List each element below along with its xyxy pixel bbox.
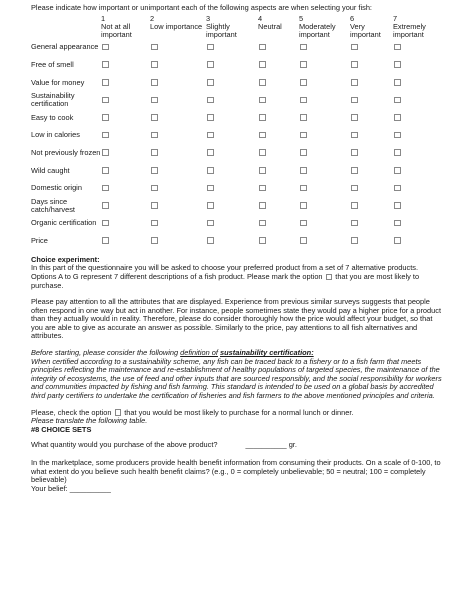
rating-checkbox[interactable] xyxy=(351,97,358,104)
rating-checkbox[interactable] xyxy=(207,132,214,139)
rating-checkbox[interactable] xyxy=(259,61,266,68)
rating-cell xyxy=(206,162,258,180)
attention-paragraph: Please pay attention to all the attributes that are displayed. Experience from previous similar surveys suggests that people often respond in one way but act in another. For instance, people sometimes state they would pay a higher price for a product than they actually would in reality. Therefore, please do consider thoroughly how the price would affect your budget, so that you are able to give as accurate an answer as possible. Similarly to the price, pay attentions to all fish alternatives and attributes. xyxy=(31,297,442,341)
rating-checkbox[interactable] xyxy=(102,61,109,68)
rating-checkbox[interactable] xyxy=(394,237,401,244)
rating-checkbox[interactable] xyxy=(207,97,214,104)
rating-checkbox[interactable] xyxy=(351,79,358,86)
scale-label: Not at all important xyxy=(101,21,132,39)
rating-checkbox[interactable] xyxy=(259,202,266,209)
rating-checkbox[interactable] xyxy=(300,202,307,209)
rating-cell xyxy=(150,56,206,74)
rating-cell xyxy=(393,232,441,250)
rating-checkbox[interactable] xyxy=(207,237,214,244)
rating-checkbox[interactable] xyxy=(151,237,158,244)
rating-checkbox[interactable] xyxy=(259,44,266,51)
rating-checkbox[interactable] xyxy=(151,97,158,104)
attribute-row xyxy=(31,74,441,92)
rating-cell xyxy=(393,109,441,127)
rating-cell xyxy=(299,197,350,215)
rating-cell xyxy=(150,179,206,197)
rating-checkbox[interactable] xyxy=(102,237,109,244)
rating-checkbox[interactable] xyxy=(394,149,401,156)
rating-checkbox[interactable] xyxy=(259,149,266,156)
quantity-blank[interactable]: __________ gr. xyxy=(245,440,297,450)
rating-cell xyxy=(258,215,299,233)
rating-cell xyxy=(258,197,299,215)
rating-checkbox[interactable] xyxy=(300,114,307,121)
rating-checkbox[interactable] xyxy=(300,185,307,192)
rating-cell xyxy=(258,127,299,145)
scale-7 xyxy=(393,15,441,39)
rating-cell xyxy=(299,144,350,162)
rating-checkbox[interactable] xyxy=(300,61,307,68)
rating-cell xyxy=(299,127,350,145)
attribute-label: Easy to cook xyxy=(31,112,74,122)
rating-cell xyxy=(258,232,299,250)
rating-checkbox[interactable] xyxy=(351,61,358,68)
attribute-label: General appearance xyxy=(31,42,99,52)
attribute-label: Value for money xyxy=(31,77,85,87)
rating-cell xyxy=(150,127,206,145)
rating-checkbox[interactable] xyxy=(300,44,307,51)
rating-checkbox[interactable] xyxy=(151,132,158,139)
rating-cell xyxy=(393,144,441,162)
rating-cell xyxy=(101,74,150,92)
translate-note: Please translate the following table. xyxy=(31,416,148,426)
rating-cell xyxy=(393,39,441,57)
choice-instructions-a: In this part of the questionnaire you will be asked to choose your preferred product from a set of 7 alternative products. Options A to G represent 7 different descriptions of a fish product. Please mark the option xyxy=(31,263,418,281)
attribute-label: Not previously frozen xyxy=(31,147,101,157)
rating-cell xyxy=(101,232,150,250)
attribute-row xyxy=(31,127,441,145)
rating-checkbox[interactable] xyxy=(394,114,401,121)
rating-checkbox[interactable] xyxy=(151,185,158,192)
rating-checkbox[interactable] xyxy=(259,132,266,139)
rating-checkbox[interactable] xyxy=(300,220,307,227)
rating-cell xyxy=(150,197,206,215)
check-instruction-b: that you would be most likely to purchase for a normal lunch or dinner. xyxy=(124,407,354,417)
rating-checkbox[interactable] xyxy=(151,44,158,51)
rating-checkbox[interactable] xyxy=(151,79,158,86)
rating-checkbox[interactable] xyxy=(351,167,358,174)
attribute-row xyxy=(31,162,441,180)
option-checkbox-icon xyxy=(326,274,333,281)
rating-checkbox[interactable] xyxy=(259,97,266,104)
rating-checkbox[interactable] xyxy=(207,167,214,174)
rating-checkbox[interactable] xyxy=(351,44,358,51)
rating-checkbox[interactable] xyxy=(207,149,214,156)
rating-cell xyxy=(150,232,206,250)
rating-checkbox[interactable] xyxy=(207,185,214,192)
attribute-row xyxy=(31,215,441,233)
rating-checkbox[interactable] xyxy=(102,185,109,192)
rating-cell xyxy=(299,56,350,74)
rating-cell xyxy=(258,162,299,180)
rating-cell xyxy=(299,74,350,92)
choice-heading: Choice experiment: xyxy=(31,254,100,264)
rating-checkbox[interactable] xyxy=(351,202,358,209)
definition-link: definition of xyxy=(180,348,218,358)
rating-checkbox[interactable] xyxy=(151,114,158,121)
choice-instructions-b: that you are most likely to purchase. xyxy=(31,271,420,290)
rating-checkbox[interactable] xyxy=(102,149,109,156)
rating-cell xyxy=(206,232,258,250)
scale-label: Moderately important xyxy=(299,21,336,39)
rating-cell xyxy=(206,197,258,215)
rating-cell xyxy=(393,127,441,145)
rating-cell xyxy=(350,109,393,127)
rating-checkbox[interactable] xyxy=(207,61,214,68)
rating-checkbox[interactable] xyxy=(351,114,358,121)
rating-cell xyxy=(393,162,441,180)
choice-instructions xyxy=(31,264,443,290)
option-checkbox-icon xyxy=(115,409,122,416)
attribute-row xyxy=(31,179,441,197)
rating-cell xyxy=(299,162,350,180)
rating-checkbox[interactable] xyxy=(259,237,266,244)
rating-checkbox[interactable] xyxy=(300,79,307,86)
scale-num: 5 xyxy=(299,13,304,23)
rating-checkbox[interactable] xyxy=(351,149,358,156)
rating-checkbox[interactable] xyxy=(394,97,401,104)
scale-label: Neutral xyxy=(258,21,282,31)
rating-cell xyxy=(101,179,150,197)
rating-checkbox[interactable] xyxy=(207,202,214,209)
health-question: In the marketplace, some producers provide health benefit information from consuming their products. On a scale of 0-100, to what extent do you believe such health benefit claims? (e.g., 0 = completely unbelievable; 50 = neutral; 100 = completely believable) xyxy=(31,458,441,485)
rating-cell xyxy=(350,215,393,233)
rating-cell xyxy=(206,56,258,74)
rating-cell xyxy=(299,179,350,197)
corner-cell xyxy=(31,15,101,39)
scale-4 xyxy=(258,15,299,39)
attribute-label: Price xyxy=(31,235,48,245)
rating-checkbox[interactable] xyxy=(151,149,158,156)
scale-num: 6 xyxy=(350,13,355,23)
rating-checkbox[interactable] xyxy=(394,132,401,139)
rating-cell xyxy=(150,74,206,92)
rating-cell xyxy=(206,91,258,109)
attribute-label: Wild caught xyxy=(31,165,70,175)
rating-cell xyxy=(393,74,441,92)
attribute-label: Sustainability certification xyxy=(31,91,75,109)
definition-term: sustainability certification: xyxy=(220,348,314,358)
scale-6 xyxy=(350,15,393,39)
rating-checkbox[interactable] xyxy=(259,79,266,86)
rating-checkbox[interactable] xyxy=(300,237,307,244)
scale-num: 4 xyxy=(258,13,263,23)
rating-cell xyxy=(393,56,441,74)
rating-checkbox[interactable] xyxy=(394,44,401,51)
rating-cell xyxy=(393,91,441,109)
rating-checkbox[interactable] xyxy=(102,220,109,227)
rating-cell xyxy=(393,197,441,215)
questionnaire-page xyxy=(31,4,443,493)
rating-cell xyxy=(393,179,441,197)
rating-checkbox[interactable] xyxy=(394,167,401,174)
attribute-label: Days since catch/harvest xyxy=(31,196,75,214)
rating-cell xyxy=(299,91,350,109)
rating-checkbox[interactable] xyxy=(102,202,109,209)
scale-1 xyxy=(101,15,150,39)
rating-checkbox[interactable] xyxy=(207,114,214,121)
scale-header-row xyxy=(31,15,441,39)
rating-cell xyxy=(101,197,150,215)
scale-2 xyxy=(150,15,206,39)
rating-cell xyxy=(258,74,299,92)
rating-cell xyxy=(206,74,258,92)
scale-5 xyxy=(299,15,350,39)
attribute-row xyxy=(31,232,441,250)
rating-cell xyxy=(393,215,441,233)
rating-checkbox[interactable] xyxy=(207,44,214,51)
scale-label: Extremely important xyxy=(393,21,426,39)
attribute-row xyxy=(31,56,441,74)
rating-cell xyxy=(101,56,150,74)
rating-checkbox[interactable] xyxy=(300,149,307,156)
scale-num: 3 xyxy=(206,13,211,23)
rating-checkbox[interactable] xyxy=(394,202,401,209)
attribute-row xyxy=(31,144,441,162)
rating-cell xyxy=(299,215,350,233)
importance-grid xyxy=(31,15,441,250)
rating-checkbox[interactable] xyxy=(394,61,401,68)
intro-question: Please indicate how important or unimportant each of the following aspects are when selecting your fish: xyxy=(31,3,372,12)
rating-cell xyxy=(350,197,393,215)
rating-cell xyxy=(350,144,393,162)
rating-cell xyxy=(206,109,258,127)
rating-checkbox[interactable] xyxy=(102,44,109,51)
rating-cell xyxy=(299,109,350,127)
rating-checkbox[interactable] xyxy=(102,114,109,121)
rating-checkbox[interactable] xyxy=(300,167,307,174)
rating-cell xyxy=(350,39,393,57)
belief-field[interactable]: Your belief: __________ xyxy=(31,483,111,493)
rating-checkbox[interactable] xyxy=(351,237,358,244)
rating-cell xyxy=(101,91,150,109)
rating-cell xyxy=(258,144,299,162)
attribute-label: Free of smell xyxy=(31,59,74,69)
attribute-label: Domestic origin xyxy=(31,183,82,193)
rating-cell xyxy=(101,127,150,145)
definition-lead-text: Before starting, please consider the following xyxy=(31,348,179,358)
rating-checkbox[interactable] xyxy=(151,61,158,68)
rating-cell xyxy=(206,179,258,197)
choice-sets-title: #8 CHOICE SETS xyxy=(31,424,92,434)
rating-cell xyxy=(350,127,393,145)
rating-checkbox[interactable] xyxy=(102,132,109,139)
attribute-label: Organic certification xyxy=(31,218,97,228)
check-instruction-a: Please, check the option xyxy=(31,407,112,417)
rating-checkbox[interactable] xyxy=(102,97,109,104)
rating-checkbox[interactable] xyxy=(351,132,358,139)
rating-cell xyxy=(206,215,258,233)
quantity-question-text: What quantity would you purchase of the above product? xyxy=(31,440,218,450)
scale-label: Slightly important xyxy=(206,21,237,39)
rating-cell xyxy=(299,39,350,57)
rating-cell xyxy=(350,232,393,250)
rating-checkbox[interactable] xyxy=(300,97,307,104)
rating-cell xyxy=(350,179,393,197)
rating-cell xyxy=(150,215,206,233)
attribute-row xyxy=(31,91,441,109)
rating-checkbox[interactable] xyxy=(394,185,401,192)
rating-cell xyxy=(150,144,206,162)
rating-cell xyxy=(206,39,258,57)
rating-checkbox[interactable] xyxy=(151,220,158,227)
rating-cell xyxy=(258,109,299,127)
rating-checkbox[interactable] xyxy=(351,185,358,192)
rating-cell xyxy=(150,109,206,127)
rating-checkbox[interactable] xyxy=(151,202,158,209)
attribute-row xyxy=(31,109,441,127)
rating-cell xyxy=(299,232,350,250)
rating-cell xyxy=(258,39,299,57)
rating-cell xyxy=(350,91,393,109)
rating-cell xyxy=(150,91,206,109)
attribute-row xyxy=(31,39,441,57)
rating-cell xyxy=(150,39,206,57)
rating-checkbox[interactable] xyxy=(102,79,109,86)
rating-checkbox[interactable] xyxy=(351,220,358,227)
rating-checkbox[interactable] xyxy=(394,220,401,227)
scale-label: Very important xyxy=(350,21,381,39)
rating-cell xyxy=(150,162,206,180)
quantity-question xyxy=(31,441,443,450)
rating-cell xyxy=(350,56,393,74)
rating-checkbox[interactable] xyxy=(259,114,266,121)
attribute-label: Low in calories xyxy=(31,130,80,140)
scale-num: 1 xyxy=(101,13,106,23)
scale-num: 7 xyxy=(393,13,398,23)
definition-body: When certified according to a sustainability scheme, any fish can be traced back to a fishery or to a fish farm that meets principles reflecting the maintenance and re-establishment of healthy populations of targeted species, the maintenance of the integrity of ecosystems, the use of feed and other inputs that are sourced responsibly, and the social responsibility for workers and communities impacted by fishing and fish farming. This standard is intended to be used on a global basis by accredited third party certifiers to undertake the certification of fisheries and fish farmers to the above mentioned principles and criteria. xyxy=(31,356,442,401)
scale-num: 2 xyxy=(150,13,155,23)
rating-checkbox[interactable] xyxy=(207,79,214,86)
rating-cell xyxy=(101,109,150,127)
rating-checkbox[interactable] xyxy=(300,132,307,139)
rating-cell xyxy=(101,39,150,57)
rating-checkbox[interactable] xyxy=(259,167,266,174)
scale-label: Low importance xyxy=(150,21,203,31)
rating-checkbox[interactable] xyxy=(259,220,266,227)
rating-checkbox[interactable] xyxy=(151,167,158,174)
rating-cell xyxy=(258,56,299,74)
rating-cell xyxy=(101,215,150,233)
rating-cell xyxy=(101,162,150,180)
rating-cell xyxy=(258,179,299,197)
scale-3 xyxy=(206,15,258,39)
attribute-row xyxy=(31,197,441,215)
rating-cell xyxy=(206,144,258,162)
rating-cell xyxy=(206,127,258,145)
rating-checkbox[interactable] xyxy=(394,79,401,86)
rating-cell xyxy=(350,162,393,180)
rating-cell xyxy=(258,91,299,109)
rating-checkbox[interactable] xyxy=(207,220,214,227)
rating-checkbox[interactable] xyxy=(259,185,266,192)
rating-cell xyxy=(101,144,150,162)
rating-checkbox[interactable] xyxy=(102,167,109,174)
rating-cell xyxy=(350,74,393,92)
